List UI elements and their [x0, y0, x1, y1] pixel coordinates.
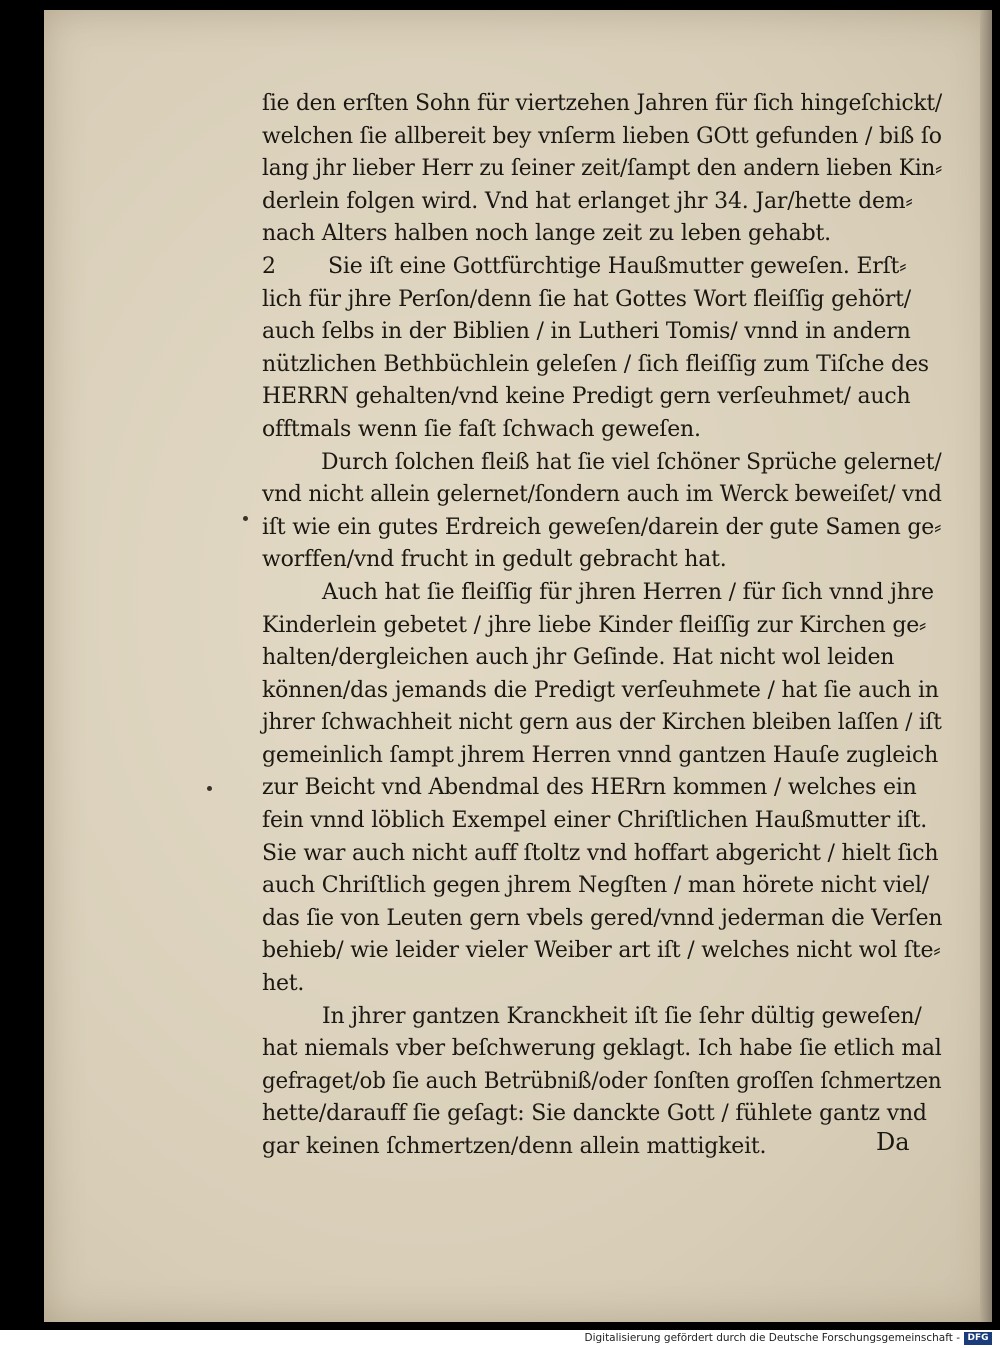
ink-spot [207, 786, 212, 791]
dfg-logo: DFG [964, 1332, 992, 1345]
text-line: Kinderlein gebetet / jhre liebe Kinder fleiſſig zur Kirchen ge⸗ [262, 612, 927, 638]
text-line: Sie iſt eine Gottfürchtige Haußmutter geweſen. Erſt⸗ [328, 253, 907, 279]
footer-bar [0, 1330, 1000, 1348]
text-line: gar keinen ſchmertzen/denn allein mattigkeit. [262, 1134, 767, 1159]
text-line: Auch hat ſie fleiſſig für jhren Herren / für ſich vnnd jhre [322, 579, 934, 605]
text-line: het. [262, 971, 305, 997]
text-line: In jhrer gantzen Kranckheit iſt ſie ſehr dültig geweſen/ [322, 1003, 922, 1029]
text-line: HERRN gehalten/vnd keine Predigt gern verſeuhmet/ auch [262, 384, 911, 410]
text-line: nach Alters halben noch lange zeit zu leben gehabt. [262, 221, 831, 247]
text-line: lang jhr lieber Herr zu ſeiner zeit/ſampt den andern lieben Kin⸗ [262, 156, 943, 182]
text-line: gefraget/ob ſie auch Betrübniß/oder ſonſten groſſen ſchmertzen [262, 1068, 942, 1094]
text-line: offtmals wenn ſie faſt ſchwach geweſen. [262, 416, 701, 442]
text-line: hette/darauff ſie geſagt: Sie danckte Gott / fühlete gantz vnd [262, 1101, 927, 1127]
text-line: nützlichen Bethbüchlein geleſen / ſich fleiſſig zum Tiſche des [262, 351, 929, 377]
text-line: gemeinlich ſampt jhrem Herren vnnd gantzen Hauſe zugleich [262, 742, 939, 768]
text-line: Durch ſolchen fleiß hat ſie viel ſchöner Sprüche gelernet/ [321, 449, 942, 475]
text-line: auch Chriſtlich gegen jhrem Negſten / man hörete nicht viel/ [262, 873, 929, 899]
section-number: 2 [262, 253, 276, 279]
text-line: lich für jhre Perſon/denn ſie hat Gottes Wort fleiſſig gehört/ [262, 286, 911, 312]
text-line: auch ſelbs in der Biblien / in Lutheri Tomis/ vnnd in andern [262, 319, 911, 345]
text-line: ſie den erſten Sohn für viertzehen Jahren für ſich hingeſchickt/ [262, 91, 943, 116]
text-line: Sie war auch nicht auff ſtoltz vnd hoffart abgericht / hielt ſich [262, 840, 939, 866]
page-edge [980, 10, 992, 1322]
text-line: können/das jemands die Predigt verſeuhmete / hat ſie auch in [262, 677, 939, 703]
text-line: zur Beicht vnd Abendmal des HERrn kommen / welches ein [262, 775, 917, 801]
numbered-paragraph-line [262, 251, 942, 284]
text-line: derlein folgen wird. Vnd hat erlanget jhr 34. Jar/hette dem⸗ [262, 188, 913, 214]
catchword: Da [876, 1128, 910, 1156]
text-line: behieb/ wie leider vieler Weiber art iſt / welches nicht wol ſte⸗ [262, 938, 941, 964]
text-line: worffen/vnd frucht in gedult gebracht hat. [262, 547, 727, 573]
text-line: hat niemals vber beſchwerung geklagt. Ich habe ſie etlich mal [262, 1036, 942, 1062]
text-line: welchen ſie allbereit bey vnſerm lieben GOtt gefunden / biß ſo [262, 123, 942, 149]
funding-credit: Digitalisierung gefördert durch die Deutsche Forschungsgemeinschaft - [584, 1332, 960, 1344]
text-line: das ſie von Leuten gern vbels gered/vnnd jederman die Verſen [262, 905, 943, 931]
text-line: fein vnnd löblich Exempel einer Chriſtlichen Haußmutter iſt. [262, 808, 928, 834]
ink-spot [243, 516, 248, 521]
text-line: iſt wie ein gutes Erdreich geweſen/darein der gute Samen ge⸗ [262, 514, 942, 540]
text-line: vnd nicht allein gelernet/ſondern auch im Werck beweiſet/ vnd [262, 482, 942, 508]
body-text [262, 88, 942, 1164]
text-line: jhrer ſchwachheit nicht gern aus der Kirchen bleiben laſſen / iſt [262, 710, 942, 736]
text-line: halten/dergleichen auch jhr Geſinde. Hat nicht wol leiden [262, 645, 895, 671]
